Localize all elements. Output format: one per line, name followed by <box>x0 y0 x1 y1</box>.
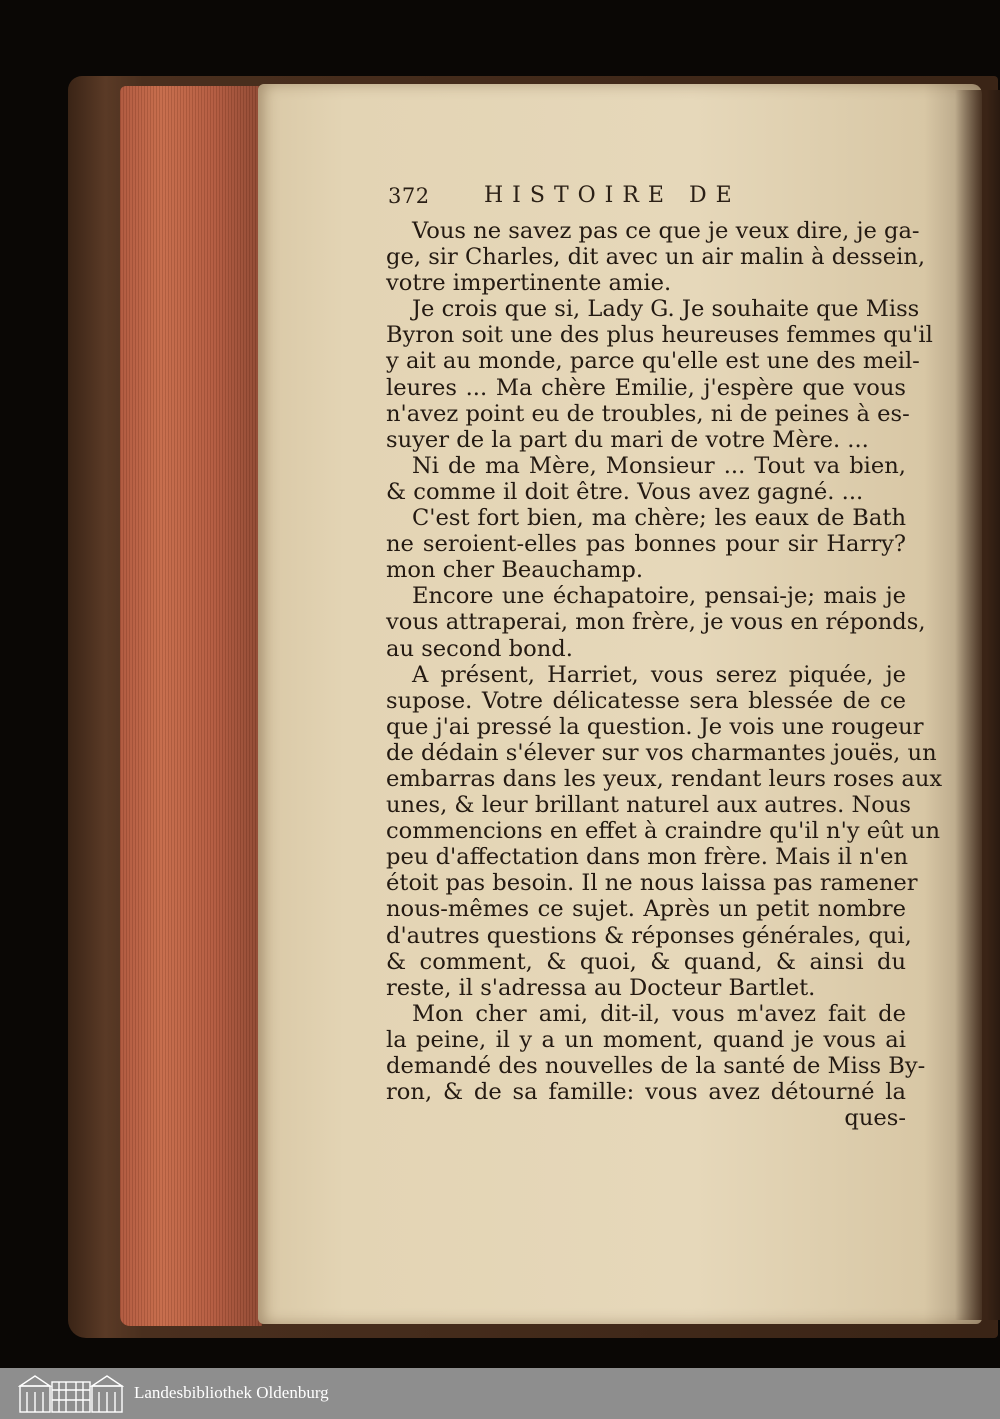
text-line: ron, & de sa famille: vous avez détourné la <box>386 1079 906 1106</box>
text-line: ge, sir Charles, dit avec un air malin à dessein, <box>386 244 926 271</box>
text-line: y ait au monde, parce qu'elle est une des meil- <box>386 348 920 375</box>
text-line: unes, & leur brillant naturel aux autres. Nous <box>386 792 912 819</box>
text-line: ne seroient-elles pas bonnes pour sir Harry? <box>386 531 906 558</box>
text-line: commencions en effet à craindre qu'il n'y eût un <box>386 818 941 845</box>
text-line: embarras dans les yeux, rendant leurs roses aux <box>386 765 943 792</box>
page-number: 372 <box>388 184 430 208</box>
text-line: ques- <box>844 1105 906 1132</box>
text-line: la peine, il y a un moment, quand je vous ai <box>386 1026 906 1053</box>
text-line: Ni de ma Mère, Monsieur ... Tout va bien, <box>412 452 906 479</box>
text-line: demandé des nouvelles de la santé de Miss By- <box>386 1053 926 1079</box>
text-line: suyer de la part du mari de votre Mère. ... <box>386 426 869 453</box>
running-title: HISTOIRE DE <box>484 183 741 208</box>
text-line: peu d'affectation dans mon frère. Mais il n'en <box>386 844 908 871</box>
text-line: Encore une échapatoire, pensai-je; mais je <box>412 583 906 610</box>
text-line: que j'ai pressé la question. Je vois une rougeur <box>386 713 924 740</box>
page-edges <box>120 86 262 1326</box>
text-line: C'est fort bien, ma chère; les eaux de Bath <box>412 505 906 532</box>
library-name: Landesbibliothek Oldenburg <box>134 1383 329 1402</box>
text-line: Vous ne savez pas ce que je veux dire, je ga- <box>412 218 920 244</box>
text-line: & comment, & quoi, & quand, & ainsi du <box>386 948 906 975</box>
text-line: A présent, Harriet, vous serez piquée, je <box>412 661 906 688</box>
text-line: mon cher Beauchamp. <box>386 557 644 584</box>
text-line: reste, il s'adressa au Docteur Bartlet. <box>386 974 816 1001</box>
footer-bar <box>0 1368 1000 1419</box>
text-line: Byron soit une des plus heureuses femmes qu'il <box>386 322 933 349</box>
text-line: étoit pas besoin. Il ne nous laissa pas ramener <box>386 870 918 897</box>
text-line: Je crois que si, Lady G. Je souhaite que Miss <box>412 296 920 323</box>
running-head <box>388 184 908 212</box>
text-line: n'avez point eu de troubles, ni de peines à es- <box>386 400 910 427</box>
text-line: au second bond. <box>386 635 573 662</box>
text-line: leures ... Ma chère Emilie, j'espère que vous <box>386 374 906 401</box>
library-building-icon <box>18 1372 124 1414</box>
text-line: votre impertinente amie. <box>386 270 672 297</box>
text-line: Mon cher ami, dit-il, vous m'avez fait de <box>412 1000 906 1027</box>
text-line: nous-mêmes ce sujet. Après un petit nombre <box>386 896 906 923</box>
text-line: de dédain s'élever sur vos charmantes jouës, un <box>386 739 937 766</box>
text-line: d'autres questions & réponses générales, qui, <box>386 922 912 949</box>
page-text <box>386 218 943 1132</box>
book-spine <box>955 90 1000 1320</box>
text-line: vous attraperai, mon frère, je vous en réponds, <box>386 609 926 636</box>
text-line: supose. Votre délicatesse sera blessée de ce <box>386 687 906 714</box>
text-line: & comme il doit être. Vous avez gagné. ... <box>386 478 864 505</box>
